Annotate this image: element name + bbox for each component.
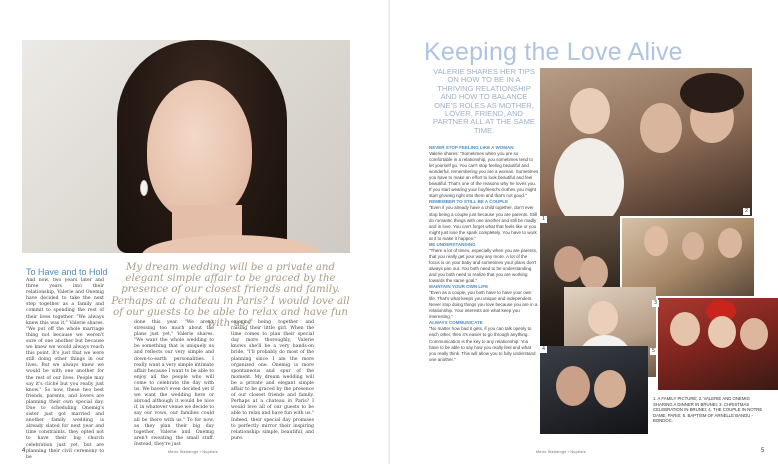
pull-quote: My dream wedding will be a private and elegant simple affair to be graced by the presence of our closest friends and family. Perhaps at a chateau in Paris? I would love all of our guests to be able to relax and have fun with us." <box>111 262 350 330</box>
tip-heading-5: ALWAYS COMMUNICATE <box>429 320 483 326</box>
tip-heading-3: BE UNDERSTANDING <box>429 241 476 247</box>
christmas-photo <box>658 298 778 390</box>
article-title: Keeping the Love Alive <box>424 38 683 66</box>
tip-text-5: "No matter how bad it gets, if you can talk openly to each other, then it's easier to go through anything. Communication is the key to any relationship. You have to be able to say how you really feel and what you really think. This will allow you to fully understand one another." <box>429 326 536 362</box>
page-gutter <box>388 0 390 464</box>
page-number-left: 4 <box>22 448 26 454</box>
article-deck: VALERIE SHARES HER TIPS ON HOW TO BE IN A THRIVING RELATIONSHIP AND HOW TO BALANCE ONE'S ROLES AS MOTHER, LOVER, FRIEND, AND PARTNER ALL AT THE SAME TIME. <box>433 67 535 135</box>
tip-text-1: Valerie shares: "Sometimes when you are so comfortable in a relationship, you sometimes tend to let yourself go. You can't stop feeling beautiful and wonderful, remembering you are a woman. Sometimes you have to make an effort to look beautiful and feel beautiful. That's one of the reasons why he loves you. If you start wearing your boyfriend's clothes you might start growing right into them and that's not good." <box>429 151 539 199</box>
tip-heading-4: MAINTAIN YOUR OWN LIFE <box>429 284 489 290</box>
photo-number-2: 2 <box>743 208 750 215</box>
family-photo <box>540 68 752 216</box>
tip-heading-1: NEVER STOP FEELING LIKE A WOMAN <box>429 145 514 150</box>
photo-number-3: 3 <box>652 300 659 307</box>
body-column-3: enjoying being together and raising their little girl. When the time comes to plan their special day more thoroughly, Valerie knows she'll be a very hands-on bride. "I'll probably do most of the planning since I am the more organized one. Onemig is more spontaneous and spur of the moment. My dream wedding will be a private and elegant simple affair to be graced by the presence of our closest friends and family. Perhaps at a chateau in Paris? I would love all of our guests to be able to relax and have fun with us." Indeed, their special day promises to perfectly mirror their inspiring relationship: simple, beautiful, and pure. <box>231 320 314 441</box>
tips-column <box>429 145 539 363</box>
body-column-2: done this year. "We aren't stressing too much about the plans just yet," Valerie shares. "We want the whole wedding to be something that is uniquely us and reflects our very simple and down-to-earth personalities. I really want a very simple intimate affair because I want to be able to enjoy all the people who will come to celebrate the day with us. We haven't even decided yet if we want the wedding here or abroad although it would be nice if, in whatever venue we decide to say our vows, our families could all be there with us." To for now, as they plan their big day together, Valerie and Onemig aren't sweating the small stuff. Instead, they're just <box>134 320 214 447</box>
section-subheading: To Have and to Hold <box>26 267 108 277</box>
body-column-1: And now, two years later and three years into their relationship, Valerie and Onemig have decided to take the next step together as a family and commit to spending the rest of their lives together. "We always knew this was it," Valerie shares. "We put off the whole marriage thing not because we weren't sure of one another but because we knew we would always reach this point. It's just that we were still doing other things in our lives. But we always knew we would be with one another for the rest of our lives. People may say it's cliché but you really just know." So now, these two best friends, parents, and lovers are planning their own special day. Due to scheduling Onemig's sister just got married and another family wedding is already slated for next year and time constraints, they opted not to have their big church celebration just yet, but are planning their civil ceremony to be <box>26 278 104 460</box>
tip-heading-2: REMEMBER TO STILL BE A COUPLE <box>429 199 509 205</box>
page-number-right: 5 <box>761 448 765 454</box>
photo-number-1: 1 <box>540 216 547 223</box>
photo-number-4: 4 <box>540 346 547 353</box>
footer-left: Metro Weddings • Nuptials <box>168 450 218 454</box>
footer-right: Metro Weddings • Nuptials <box>536 450 586 454</box>
tip-text-4: "Even as a couple, you both have to have your own life. That's what keeps you unique and independent. Never stop doing things you love because you are in a relationship. Your interests are what keep you interesting." <box>429 290 538 320</box>
photo-number-5: 5 <box>650 348 657 355</box>
tip-text-2: "Even if you already have a child together, don't ever stop being a couple just because you are parents. Still do romantic things with one another and still be madly and in love. You can't forget what that feels like or you might just lose the spark completely. You have to work at it to make it happen." <box>429 205 537 241</box>
pearl-earring <box>140 180 148 196</box>
photo-caption: 1. A FAMILY PICTURE; 2. VALERIE AND ONEMIG SHARING A DINNER IN BRUNEI; 3. CHRISTMAS CELEBRATION IN BRUNEI; 4. THE COUPLE IN NOTRE DAME, PARIS; 5. BAPTISM OF ARNELLE BANDU - BONDOC. <box>653 396 763 424</box>
bride-portrait-photo <box>22 40 350 253</box>
restaurant-photo <box>622 218 754 296</box>
tip-text-3: "There a lot of times, especially when you are parents, that you really get your way any more. A lot of the focus is on your baby and sometimes your plans don't always pan out. You both need to be understanding and you both need to realize that you are working towards the same goal." <box>429 247 538 284</box>
paris-photo <box>540 346 648 434</box>
